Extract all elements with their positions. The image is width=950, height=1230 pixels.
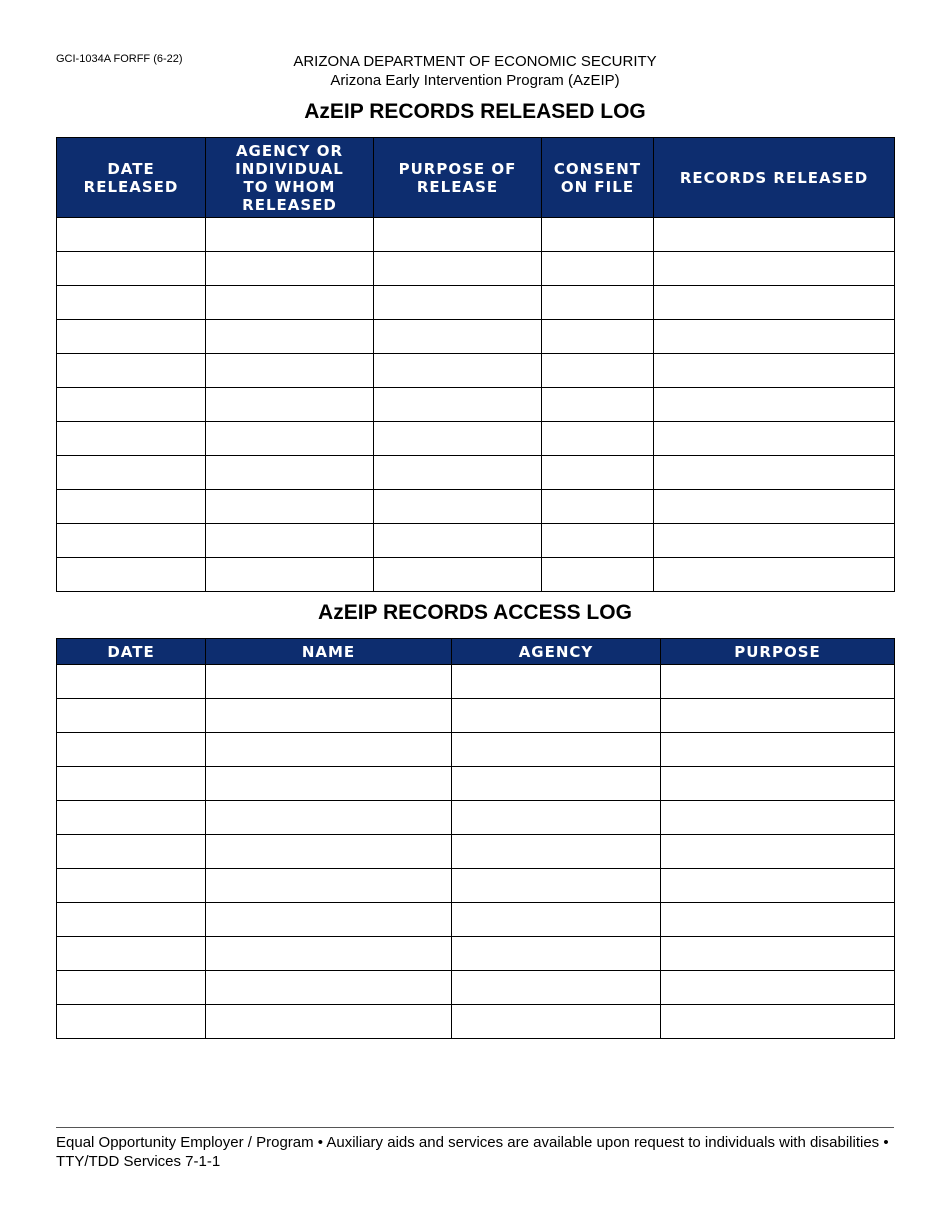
records-released-cell[interactable] xyxy=(654,320,895,354)
footer-notice: Equal Opportunity Employer / Program • Auxiliary aids and services are available upon request to individuals with disabilities • TTY/TDD Services 7-1-1 xyxy=(56,1134,889,1170)
date-cell[interactable] xyxy=(57,767,206,801)
date-released-cell[interactable] xyxy=(57,354,206,388)
table-row xyxy=(57,733,895,767)
agency-cell[interactable] xyxy=(452,801,661,835)
date-cell[interactable] xyxy=(57,971,206,1005)
purpose-cell[interactable] xyxy=(661,937,895,971)
consent-on-file-cell[interactable] xyxy=(542,286,654,320)
table-row xyxy=(57,422,895,456)
column-header-purpose: PURPOSE xyxy=(661,639,895,665)
table-row xyxy=(57,320,895,354)
agency-or-individual-cell[interactable] xyxy=(206,490,374,524)
date-released-cell[interactable] xyxy=(57,524,206,558)
department-name: ARIZONA DEPARTMENT OF ECONOMIC SECURITY xyxy=(293,53,657,70)
agency-or-individual-cell[interactable] xyxy=(206,218,374,252)
table-row xyxy=(57,767,895,801)
table-row xyxy=(57,218,895,252)
purpose-cell[interactable] xyxy=(661,869,895,903)
date-released-cell[interactable] xyxy=(57,456,206,490)
name-cell[interactable] xyxy=(206,801,452,835)
agency-or-individual-cell[interactable] xyxy=(206,252,374,286)
purpose-of-release-cell[interactable] xyxy=(374,388,542,422)
purpose-cell[interactable] xyxy=(661,767,895,801)
name-cell[interactable] xyxy=(206,733,452,767)
consent-on-file-cell[interactable] xyxy=(542,558,654,592)
purpose-of-release-cell[interactable] xyxy=(374,354,542,388)
date-released-cell[interactable] xyxy=(57,388,206,422)
records-released-cell[interactable] xyxy=(654,558,895,592)
date-cell[interactable] xyxy=(57,801,206,835)
table-row xyxy=(57,801,895,835)
agency-or-individual-cell[interactable] xyxy=(206,558,374,592)
agency-or-individual-cell[interactable] xyxy=(206,320,374,354)
access-log-table xyxy=(56,638,895,1039)
table-row xyxy=(57,524,895,558)
access-log-title: AzEIP RECORDS ACCESS LOG xyxy=(318,601,632,624)
name-cell[interactable] xyxy=(206,699,452,733)
records-released-cell[interactable] xyxy=(654,286,895,320)
agency-or-individual-cell[interactable] xyxy=(206,354,374,388)
name-cell[interactable] xyxy=(206,1005,452,1039)
date-cell[interactable] xyxy=(57,835,206,869)
footer-divider xyxy=(56,1127,894,1128)
table-row xyxy=(57,699,895,733)
agency-or-individual-cell[interactable] xyxy=(206,456,374,490)
consent-on-file-cell[interactable] xyxy=(542,354,654,388)
agency-cell[interactable] xyxy=(452,835,661,869)
purpose-cell[interactable] xyxy=(661,699,895,733)
table-row xyxy=(57,456,895,490)
purpose-cell[interactable] xyxy=(661,665,895,699)
date-released-cell[interactable] xyxy=(57,218,206,252)
purpose-of-release-cell[interactable] xyxy=(374,558,542,592)
purpose-cell[interactable] xyxy=(661,733,895,767)
purpose-cell[interactable] xyxy=(661,835,895,869)
table-row xyxy=(57,252,895,286)
date-cell[interactable] xyxy=(57,665,206,699)
released-log-header-row xyxy=(57,138,895,218)
name-cell[interactable] xyxy=(206,835,452,869)
column-header-agency-or-individual: AGENCY OR INDIVIDUAL TO WHOM RELEASED xyxy=(206,138,374,218)
column-header-consent-on-file: CONSENT ON FILE xyxy=(542,138,654,218)
consent-on-file-cell[interactable] xyxy=(542,218,654,252)
records-released-cell[interactable] xyxy=(654,422,895,456)
name-cell[interactable] xyxy=(206,665,452,699)
consent-on-file-cell[interactable] xyxy=(542,388,654,422)
table-row xyxy=(57,869,895,903)
purpose-cell[interactable] xyxy=(661,903,895,937)
agency-or-individual-cell[interactable] xyxy=(206,388,374,422)
date-released-cell[interactable] xyxy=(57,320,206,354)
agency-cell[interactable] xyxy=(452,971,661,1005)
table-row xyxy=(57,490,895,524)
consent-on-file-cell[interactable] xyxy=(542,524,654,558)
date-cell[interactable] xyxy=(57,699,206,733)
table-row xyxy=(57,286,895,320)
agency-cell[interactable] xyxy=(452,767,661,801)
purpose-of-release-cell[interactable] xyxy=(374,320,542,354)
agency-or-individual-cell[interactable] xyxy=(206,286,374,320)
agency-cell[interactable] xyxy=(452,665,661,699)
column-header-name: NAME xyxy=(206,639,452,665)
date-released-cell[interactable] xyxy=(57,558,206,592)
name-cell[interactable] xyxy=(206,869,452,903)
column-header-date: DATE xyxy=(57,639,206,665)
date-cell[interactable] xyxy=(57,1005,206,1039)
table-row xyxy=(57,937,895,971)
agency-cell[interactable] xyxy=(452,937,661,971)
date-released-cell[interactable] xyxy=(57,422,206,456)
purpose-of-release-cell[interactable] xyxy=(374,286,542,320)
program-name: Arizona Early Intervention Program (AzEIP) xyxy=(330,72,620,89)
records-released-cell[interactable] xyxy=(654,524,895,558)
date-released-cell[interactable] xyxy=(57,252,206,286)
table-row xyxy=(57,835,895,869)
name-cell[interactable] xyxy=(206,903,452,937)
consent-on-file-cell[interactable] xyxy=(542,320,654,354)
table-row xyxy=(57,354,895,388)
purpose-of-release-cell[interactable] xyxy=(374,218,542,252)
consent-on-file-cell[interactable] xyxy=(542,422,654,456)
name-cell[interactable] xyxy=(206,767,452,801)
date-released-cell[interactable] xyxy=(57,286,206,320)
purpose-of-release-cell[interactable] xyxy=(374,456,542,490)
agency-cell[interactable] xyxy=(452,1005,661,1039)
date-cell[interactable] xyxy=(57,869,206,903)
table-row xyxy=(57,903,895,937)
consent-on-file-cell[interactable] xyxy=(542,490,654,524)
agency-cell[interactable] xyxy=(452,699,661,733)
name-cell[interactable] xyxy=(206,971,452,1005)
date-cell[interactable] xyxy=(57,903,206,937)
records-released-cell[interactable] xyxy=(654,354,895,388)
table-row xyxy=(57,1005,895,1039)
purpose-of-release-cell[interactable] xyxy=(374,422,542,456)
form-id: GCI-1034A FORFF (6-22) xyxy=(56,53,183,65)
access-log-header-row xyxy=(57,639,895,665)
purpose-of-release-cell[interactable] xyxy=(374,490,542,524)
purpose-of-release-cell[interactable] xyxy=(374,252,542,286)
agency-cell[interactable] xyxy=(452,733,661,767)
name-cell[interactable] xyxy=(206,937,452,971)
released-log-table xyxy=(56,137,895,592)
column-header-records-released: RECORDS RELEASED xyxy=(654,138,895,218)
agency-or-individual-cell[interactable] xyxy=(206,524,374,558)
purpose-cell[interactable] xyxy=(661,971,895,1005)
date-cell[interactable] xyxy=(57,937,206,971)
purpose-cell[interactable] xyxy=(661,801,895,835)
table-row xyxy=(57,665,895,699)
table-row xyxy=(57,558,895,592)
column-header-purpose-of-release: PURPOSE OF RELEASE xyxy=(374,138,542,218)
table-row xyxy=(57,971,895,1005)
agency-cell[interactable] xyxy=(452,903,661,937)
consent-on-file-cell[interactable] xyxy=(542,252,654,286)
table-row xyxy=(57,388,895,422)
records-released-cell[interactable] xyxy=(654,490,895,524)
records-released-cell[interactable] xyxy=(654,388,895,422)
consent-on-file-cell[interactable] xyxy=(542,456,654,490)
date-released-cell[interactable] xyxy=(57,490,206,524)
purpose-of-release-cell[interactable] xyxy=(374,524,542,558)
released-log-title: AzEIP RECORDS RELEASED LOG xyxy=(304,100,646,123)
records-released-cell[interactable] xyxy=(654,456,895,490)
agency-cell[interactable] xyxy=(452,869,661,903)
agency-header xyxy=(0,52,950,90)
date-cell[interactable] xyxy=(57,733,206,767)
records-released-cell[interactable] xyxy=(654,252,895,286)
purpose-cell[interactable] xyxy=(661,1005,895,1039)
column-header-agency: AGENCY xyxy=(452,639,661,665)
agency-or-individual-cell[interactable] xyxy=(206,422,374,456)
records-released-cell[interactable] xyxy=(654,218,895,252)
column-header-date-released: DATE RELEASED xyxy=(57,138,206,218)
